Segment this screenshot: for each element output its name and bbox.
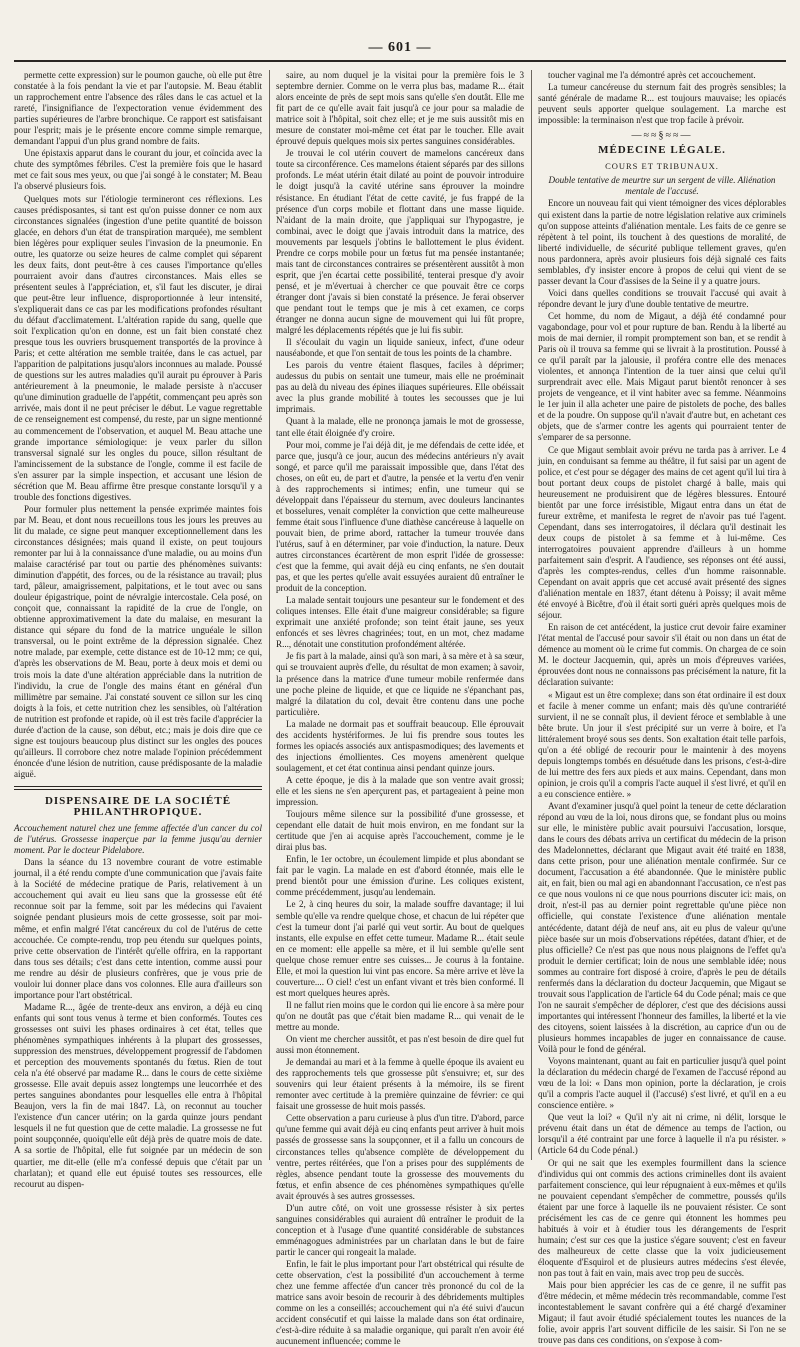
section-lead: Accouchement naturel chez une femme affectée d'un cancer du col de l'utérus. Grossesse inaperçue par la femme jusqu'au dernier moment. Par le docteur Pidelabore. [14, 823, 262, 856]
paragraph: Voyons maintenant, quant au fait en particulier jusqu'à quel point la déclaration du médecin chargé de l'examen de l'accusé répond au vœu de la loi: « Dans mon opinion, porte la déclaration, je crois qu'il a compris l'acte auquel il (l'accusé) s'est livré, et qu'il en a eu conscience entière. » [538, 1056, 786, 1111]
section-divider [14, 786, 262, 790]
paragraph: Ce que Migaut semblait avoir prévu ne tarda pas à arriver. Le 4 juin, en conduisant sa femme au théâtre, il fut saisi par un agent de police, et c'est pour se dégager des mains de cet agent qu'il lui tira à bout portant deux coups de pistolet chargé à balle, mais qui heureusement ne produisirent que de légères blessures. Entouré bientôt par une force irrésistible, Migaut entra dans un état de fureur extrême, et manifesta le regret de n'avoir pas tué l'agent. Cependant, dans ses interrogatoires, il déclara qu'il destinait les deux coups de pistolet à sa femme et à lui-même. Ces interrogatoires pouvaient apprendre d'ailleurs à un homme parfaitement sain d'esprit. A l'audience, ses réponses ont été aussi, d'après les comptes-rendus, celles d'un homme raisonnable. Cependant on avait appris que cet accusé avait présenté des signes d'aliénation mentale en 1837, étant détenu à Poissy; il avait même été envoyé à Bicêtre, d'où il était sorti guéri après quelques mois de séjour. [538, 444, 786, 621]
paragraph: saire, au nom duquel je la visitai pour la première fois le 3 septembre dernier. Comme on le verra plus bas, madame R... était alors enceinte de près de sept mois sans qu'elle s'en doutât. Elle me fit part de ce qu'elle avait fait jusqu'à ce jour pour sa maladie de matrice soit à l'hôpital, soit chez elle; et je me suis aussitôt mis en mesure de constater moi-même cet état par le toucher. Elle avait éprouvé depuis quelques mois six pertes sanguines considérables. [276, 70, 524, 147]
paragraph: Je fis part à la malade, ainsi qu'à son mari, à sa mère et à sa sœur, qui se trouvaient auprès d'elle, du résultat de mon examen; à savoir, la présence dans la matrice d'une tumeur mobile renfermée dans une poche pleine de liquide, et que ce liquide ne s'épanchant pas, malgré la dilatation du col, devait être contenu dans une poche particulière. [276, 651, 524, 717]
paragraph: Cet homme, du nom de Migaut, a déjà été condamné pour vagabondage, pour vol et pour rupture de ban. Rendu à la liberté au mois de mai dernier, il rompit promptement son ban, et se rendit à Paris où il trouva sa femme qui se livrait à la prostitution. Poussé à ce qu'il paraît par la jalousie, il proféra contre elle des menaces violentes, et annonça l'intention de la tuer ainsi que celui qu'il surprendrait avec elle. Mais Migaut parut bientôt renoncer à ses projets de vengeance, et il vint habiter avec sa femme. Néanmoins le 1er juin il alla acheter une paire de pistolets de poche, des balles et de la poudre. On suppose qu'il n'avait d'autre but, en achetant ces objets, que de s'armer contre les agents qui pourraient tenter de s'emparer de sa personne. [538, 310, 786, 443]
paragraph: La malade ne dormait pas et souffrait beaucoup. Elle éprouvait des accidents hystériformes. Je lui fis prendre sous toutes les formes les opiacés associés aux antispasmodiques; des lavements et des injections émollientes. Ces moyens amenèrent quelque soulagement, et cet état continua ainsi pendant quinze jours. [276, 718, 524, 773]
paragraph: Encore un nouveau fait qui vient témoigner des vices déplorables qui existent dans la partie de notre législation relative aux criminels qu'on suppose atteints d'aliénation mentale. Les faits de ce genre se répètent à tel point, ils touchent à des questions de moralité, de liberté individuelle, de sécurité publique tellement graves, qu'en nous pardonnera, après avoir plusieurs fois déjà signalé ces faits semblables, d'y insister encore à propos de celui qui vient de se passer devant la Cour d'assises de la Seine il y a quatre jours. [538, 198, 786, 286]
paragraph: Voici dans quelles conditions se trouvait l'accusé qui avait à répondre devant le jury d'une double tentative de meurtre. [538, 287, 786, 309]
paragraph: Que veut la loi? « Qu'il n'y ait ni crime, ni délit, lorsque le prévenu était dans un état de démence au temps de l'action, ou lorsqu'il a été contraint par une force à laquelle il n'a pu résister. » (Article 64 du Code pénal.) [538, 1112, 786, 1156]
paragraph: Madame R..., âgée de trente-deux ans environ, a déjà eu cinq enfants qui sont tous venus à terme et bien conformés. Toutes ces grossesses ont suivi les phases ordinaires à cet état, telles que phénomènes sympathiques inhérents à la plupart des grossesses, suppression des menstrues, développement progressif de l'abdomen et perception des mouvements spontanés du fœtus. Rien de tout cela n'a été observé par madame R... dans le cours de cette sixième grossesse. Elle avait depuis assez longtemps une leucorrhée et des pertes sanguines abondantes pour lesquelles elle entra à l'hôpital Beaujon, vers la fin de mai 1847. Là, on reconnut au toucher l'existence d'un cancer utérin; on la garda quinze jours pendant lesquels il ne fut question que de cette maladie. La grossesse ne fut point soupçonnée, quoiqu'elle eût déjà près de quatre mois de date. A sa sortie de l'hôpital, elle fut soignée par un médecin de son quartier, me dit-elle (elle m'a confessé depuis que c'était par un charlatan); et quand elle eut épuisé toutes ses ressources, elle recourut au dispen- [14, 1001, 262, 1189]
paragraph: Je trouvai le col utérin couvert de mamelons cancéreux dans toute sa circonférence. Ces mamelons étaient séparés par des sillons profonds. Le méat utérin était dilaté au point de pouvoir introduire le doigt jusqu'à la cavité utérine sans éprouver la moindre résistance. En étudiant l'état de cette cavité, je fus frappé de la présence d'un corps mobile et flottant dans une masse liquide. N'aidant de la main droite, que j'appliquai sur l'hypogastre, je combinai, avec le doigt que j'avais introduit dans la matrice, des mouvements par lesquels j'obtins le ballottement le plus évident. Prendre ce corps mobile pour un fœtus fut ma pensée instantanée; mais tant de circonstances contraires se présentèrent aussitôt à mon esprit, que j'en écartai cette possibilité, tenterai presque d'y avoir pensé, et je m'évertuai à chercher ce que pouvait être ce corps étranger dont j'avais si bien constaté la présence. Je ferai observer que pendant tout le temps que je mis à cet examen, ce corps étranger ne donna aucun signe de mouvement qui lui fût propre, malgré les déplacements répétés que je lui fis subir. [276, 148, 524, 336]
paragraph: La malade sentait toujours une pesanteur sur le fondement et des coliques intenses. Elle était d'une maigreur considérable; sa figure exprimait une anxiété profonde; son teint était jaune, ses yeux enfoncés et ses lèvres chagrinées; tout, en un mot, chez madame R..., dénotait une constitution profondément altérée. [276, 595, 524, 650]
column-2 [276, 70, 524, 1347]
section-title: MÉDECINE LÉGALE. [598, 144, 726, 157]
section-subtitle: COURS ET TRIBUNAUX. [605, 161, 719, 172]
paragraph: Toujours même silence sur la possibilité d'une grossesse, et cependant elle datait de huit mois environ, en me fondant sur la certitude que j'en ai acquise après l'accouchement, comme je le dirai plus bas. [276, 809, 524, 853]
paragraph: Enfin, le 1er octobre, un écoulement limpide et plus abondant se fait par le vagin. La malade en est d'abord étonnée, mais elle le prend bientôt pour une émission d'urine. Les coliques existent, comme précédemment, jusqu'au lendemain. [276, 854, 524, 898]
paragraph: Il ne fallut rien moins que le cordon qui lie encore à sa mère pour qu'on ne doutât pas que c'était bien madame R... qui venait de le mettre au monde. [276, 999, 524, 1032]
column-3 [538, 70, 786, 1346]
page-header [0, 0, 800, 60]
paragraph: Il s'écoulait du vagin un liquide sanieux, infect, d'une odeur nauséabonde, et que l'on sentait de tous les points de la chambre. [276, 337, 524, 359]
paragraph: Avant d'examiner jusqu'à quel point la teneur de cette déclaration répond au vœu de la loi, nous dirons que, se fondant plus ou moins sur elle, le ministère public avait poursuivi l'accusation, lorsque, dans le cours des débats arriva un certificat du médecin de la prison des Madelonnettes, déclarant que Migaut avait été traité en 1838, dans cette prison, pour une aliénation mentale confirmée. Sur ce document, l'accusation a été abandonnée. Que le ministère public ait, en fait, bien ou mal agi en abandonnant l'accusation, ce n'est pas ce que nous voulons ni ce que nous pourrions discuter ici: mais, on droit, n'est-il pas au dernier point regrettable qu'une pièce non officielle, qui constate l'existence d'une aliénation mentale antécédente, datant déjà de neuf ans, ait eu plus de valeur qu'une pièce basée sur un mois d'observations répétées, datant d'hier, et de plus officielle? Ce n'est pas que nous nous plaignons de l'effet qu'a produit le dernier certificat; loin de nous une semblable idée; nous sommes au contraire fort disposé à croire, d'après le peu de détails renfermés dans la déclaration du docteur Jacquemin, que Migaut se trouvait sous l'application de l'article 64 du Code pénal; mais ce que l'on ne saurait s'empêcher de déplorer, c'est que des décisions aussi importantes qui intéressent l'honneur des familles, la liberté et la vie des citoyens, soient laissées à la discrétion, au caprice d'un ou de plusieurs hommes incapables de juger en connaissance de cause. Voilà pour le fond de général. [538, 801, 786, 1055]
paragraph: Or qui ne sait que les exemples fourmillent dans la science d'individus qui ont commis des actions criminelles dont ils avaient parfaitement conscience, qui leur répugnaient à eux-mêmes et qu'ils ne pouvaient cependant s'empêcher de commettre, poussés qu'ils étaient par une force à laquelle ils ne pouvaient résister. Ce sont précisément les cas de ce genre qui étonnent les hommes peu habitués à voir et à étudier tous les dérangements de l'esprit humain; c'est sur ces que la justice s'égare souvent; c'est en faveur des malheureux de cette classe que la voix judicieusement éloquente d'Esquirol et de plusieurs autres médecins s'est élevée, non pas tout à fait en vain, mais avec trop peu de succès. [538, 1157, 786, 1278]
columns [14, 70, 786, 1347]
paragraph: Dans la séance du 13 novembre courant de votre estimable journal, il a été rendu compte d'une communication que j'avais faite à la Société de médecine pratique de Paris, relativement à un accouchement qui avait eu lieu sans que la grossesse eût été reconnue soit par la femme, soit par les médecins qui l'avaient soignée pendant plusieurs mois de cette grossesse, soit par moi-même, et enfin malgré l'état cancéreux du col de l'utérus de cette accouchée. Ce compte-rendu, trop peu étendu sur quelques points, prive cette observation de l'intérêt qu'elle offrira, en la rapportant dans tous ses détails; c'est dans cette intention, comme aussi pour me rendre au désir de plusieurs confrères, que je vous prie de vouloir lui donner place dans vos colonnes. Elle aura d'ailleurs son importance pour l'art obstétrical. [14, 857, 262, 1000]
column-rule [269, 70, 270, 1160]
paragraph: Cette observation a paru curieuse à plus d'un titre. D'abord, parce qu'une femme qui avait déjà eu cinq enfants peut arriver à huit mois passés de grossesse sans la soupçonner, et il a fallu un concours de circonstances telles qu'absence complète de développement du ventre, pertes réitérées, que l'on a prises pour des suppléments de règles, absence pendant toute la grossesse des mouvements du fœtus, et enfin absence de ces phénomènes sympathiques qu'elle avait éprouvés à ses autres grossesses. [276, 1113, 524, 1201]
paragraph: Pour formuler plus nettement la pensée exprimée maintes fois par M. Beau, et dont nous recueillons tous les jours les preuves au lit du malade, ce signe peut manquer exceptionnellement dans les circonstances désignées; mais quand il existe, on peut toujours remonter par lui à la connaissance d'une maladie, ou au moins d'un malaise caractérisé par tout ou partie des phénomènes suivants: diminution d'appétit, des forces, ou de la résistance au travail; plus tard, pâleur, amaigrissement, palpitations, et le tout avec ou sans douleur épigastrique, point de névralgie intercostale. Cela posé, on conçoit que, connaissant la rapidité de la crue de l'ongle, on obtienne approximativement la date du malaise, en mesurant la distance qui sépare du fond de la matrice unguéale le sillon transversal, ou le point extrême de la dépression signalée. Chez notre malade, par exemple, cette distance est de 10-12 mm; ce qui, d'après les observations de M. Beau, porte à deux mois et demi ou trois mois la date d'une altération appréciable dans la nutrition de l'individu, la crue de l'ongle des mains étant en général d'un millimètre par semaine. J'ai constaté souvent ce sillon sur les cinq doigts à la fois, et cette nutrition chez les sensibles, où l'altération de nutrition est profonde et rapide, où il est très facile d'apprécier la durée d'action de la cause, son début, etc.; mais je dois dire que ce signe est toujours beaucoup plus distinct sur les ongles des pouces qu'ailleurs. Il corrobore chez notre malade l'opinion précédemment énoncée d'une lésion de nutrition, cause prédisposante de la maladie aiguë. [14, 503, 262, 779]
paragraph: toucher vaginal me l'a démontré après cet accouchement. [548, 70, 756, 80]
paragraph: En raison de cet antécédent, la justice crut devoir faire examiner l'état mental de l'accusé pour savoir s'il était ou non dans un état de démence au moment où le crime fut commis. On chargea de ce soin M. le docteur Jacquemin, qui, après un mois d'épreuves variées, éprouvées dont nous ne connaissons pas précisément la nature, fit la déclaration suivante: [538, 622, 786, 688]
paragraph: Mais pour bien apprécier les cas de ce genre, il ne suffit pas d'être médecin, et même médecin très recommandable, comme l'est incontestablement le savant confrère qui a été chargé d'examiner Migaut; il faut avoir étudié spécialement toutes les nuances de la folie, avoir appris l'art souvent difficile de les saisir. Si l'on ne se trouve pas dans ces conditions, on s'expose à com- [538, 1280, 786, 1346]
header-rule [14, 60, 786, 62]
paragraph: permette cette expression) sur le poumon gauche, où elle put être constatée à la fois pendant la vie et par l'autopsie. M. Beau établit un rapprochement entre l'absence des râles dans le cas actuel et la rareté, l'insignifiance de l'expectoration venue évidemment des parties supérieures de l'arbre bronchique. Ce rapport est satisfaisant pour l'esprit; mais je le présente encore comme simple remarque, demandant l'appui d'un plus grand nombre de faits. [14, 70, 262, 147]
paragraph: Enfin, le fait le plus important pour l'art obstétrical qui résulte de cette observation, c'est la possibilité d'un accouchement à terme chez une femme affectée d'un cancer très prononcé du col de la matrice sans avoir besoin de recourir à des débridements multiples comme on les a conseillés; accouchement qui n'a été suivi d'aucun accident consécutif et qui laisse la malade dans son état ordinaire, c'est-à-dire réduite à sa maladie organique, qui paraît n'en avoir été aucunement influencée; comme le [276, 1258, 524, 1347]
ornament-divider: —≈≈§≈≈— [631, 130, 693, 142]
section-lead: Double tentative de meurtre sur un sergent de ville. Aliénation mentale de l'accusé. [548, 175, 776, 197]
paragraph: On vient me chercher aussitôt, et pas n'est besoin de dire quel fut aussi mon étonnement. [276, 1034, 524, 1056]
paragraph: A cette époque, je dis à la malade que son ventre avait grossi; elle et les siens ne s'en aperçurent pas, et partageaient à peine mon impression. [276, 774, 524, 808]
paragraph: Quant à la malade, elle ne prononça jamais le mot de grossesse, tant elle était éloignée d'y croire. [276, 416, 524, 438]
section-title: DISPENSAIRE DE LA SOCIÉTÉ PHILANTHROPIQUE. [44, 795, 232, 819]
paragraph: D'un autre côté, on voit une grossesse résister à six pertes sanguines considérables qui auraient dû entraîner le produit de la conception et à l'usage d'une quantité considérable de substances emménagogues administrées par un charlatan dans le but de faire partir le cancer qui rongeait la malade. [276, 1202, 524, 1257]
paragraph: Une épistaxis apparut dans le courant du jour, et coïncida avec la chute des symptômes fébriles. C'est la première fois que le hasard met ce fait sous mes yeux, ou que j'ai songé à le constater; M. Beau l'a observé plusieurs fois. [14, 148, 262, 192]
paragraph: La tumeur cancéreuse du sternum fait des progrès sensibles; la santé générale de madame R... est toujours mauvaise; les opiacés peuvent seuls apporter quelque soulagement. La marche est impossible: la terminaison n'est que trop facile à prévoir. [538, 82, 786, 126]
paragraph: Les parois du ventre étaient flasques, faciles à déprimer; audessus du pubis on sentait une tumeur, mais elle ne proéminait pas au delà du niveau des épines iliaques supérieures. Elle obéissait avec la plus grande mobilité à toutes les secousses que je lui imprimais. [276, 360, 524, 415]
paragraph: Je demandai au mari et à la femme à quelle époque ils avaient eu des rapprochements tels que grossesse pût s'ensuivre; et, sur des souvenirs qui leur étaient présents à la mémoire, ils se firent remonter avec certitude à la première quinzaine de février: ce qui faisait une grossesse de huit mois passés. [276, 1057, 524, 1112]
page-number: — 601 — [368, 40, 432, 55]
column-rule [531, 70, 532, 1160]
column-1 [14, 70, 262, 1189]
paragraph: Pour moi, comme je l'ai déjà dit, je me défendais de cette idée, et parce que, jusqu'à ce jour, aucun des médecins antérieurs n'y avait songé, et parce qu'il me paraissait impossible que, dans l'état des choses, on eût eu, de part et d'autre, la pensée et la vertu d'en venir à des rapprochements si intimes; enfin, une tumeur qui se développait dans l'épaisseur du sternum, avec douleurs lancinantes et bosselures, venait compléter la conviction que cette malheureuse femme était sous l'influence d'une diathèse cancéreuse à laquelle on pouvait bien, de prime abord, rattacher la tumeur trouvée dans l'utérus, sauf à en déterminer, par voie d'induction, la nature. Deux autres circonstances écartèrent de mon esprit l'idée de grossesse: c'est que la femme, qui avait déjà eu cinq enfants, ne s'en doutait pas, et que les pertes qu'elle avait essuyées auraient dû entraîner le produit de la conception. [276, 439, 524, 594]
paragraph: Quelques mots sur l'étiologie termineront ces réflexions. Les causes prédisposantes, si tant est qu'on puisse donner ce nom aux circonstances signalées (ingestion d'une petite quantité de boisson glacée, en dehors d'un état de transpiration marquée), me semblent bien légères pour expliquer seules l'invasion de la pneumonie. En outre, les quatorze ou seize heures de calme complet qui séparent les deux faits, dont peut-être à ces causes l'importance qu'elles pourraient avoir dans d'autres circonstances. Mais elles se présentent seules à l'appréciation, et, s'il faut les discuter, je dirai que peut-être leur influence, disproportionnée à leur intensité, s'expliquerait dans ce cas par les modifications profondes résultant du défaut d'acclimatement. L'altération rapide du sang, quelle que soit l'explication qu'on en donne, est un fait bien constaté chez presque tous les ouvriers brusquement transportés de la province à Paris; et cette altération me semble traitée, dans le cas actuel, par l'apparition de palpitations jusqu'alors inconnues au malade. Poussé de questions sur les autres maladies qu'il aurait pu éprouver à Paris antérieurement à la pneumonie, le malade persiste à n'accuser qu'une diminution graduelle de l'appétit, commençant peu après son arrivée, mais dont il ne peut préciser le début. Le vague regrettable de ce renseignement est compensé, du reste, par un signe mentionné au commencement de l'observation, et auquel M. Beau attache une grande importance sémiologique: je veux parler du sillon transversal signalé sur les ongles du pouce, sillon résultant de l'amincissement de la substance de l'ongle, comme il est facile de s'en assurer par la simple inspection, et accusant une lésion de sécrétion que M. Beau affirme être presque constante lorsqu'il y a trouble des fonctions digestives. [14, 193, 262, 502]
paragraph: « Migaut est un être complexe; dans son état ordinaire il est doux et facile à mener comme un enfant; mais dès qu'une contrariété survient, il ne se connaît plus, il devient féroce et semblable à une bête brute. Un jour il s'est précipité sur un verre à boire, et l'a littéralement broyé sous ses dents. Son exaltation était telle parfois, qu'on a été obligé de recourir pour le maintenir à des moyens depuis longtemps tombés en désuétude dans les prisons, c'est-à-dire de lui mettre des fers aux pieds et aux mains. Cependant, dans mon opinion, je crois qu'il a compris l'acte auquel il s'est livré, et qu'il en a eu conscience entière. » [538, 689, 786, 799]
paragraph: Le 2, à cinq heures du soir, la malade souffre davantage; il lui semble qu'elle va rendre quelque chose, et chacun de lui répéter que c'est la tumeur dont j'ai parlé qui veut sortir. Au bout de quelques instants, elle expulse en effet cette tumeur. Madame R... était seule en ce moment: elle appelle sa mère, et il lui semble qu'elle sent quelque chose remuer entre ses cuisses... Je courus à la fontaine. Elle, et moi la question lui vint pas encore. Sa mère arrive et lève la couverture.... O ciel! c'est un enfant vivant et très bien conformé. Il est mort quelques heures après. [276, 899, 524, 998]
